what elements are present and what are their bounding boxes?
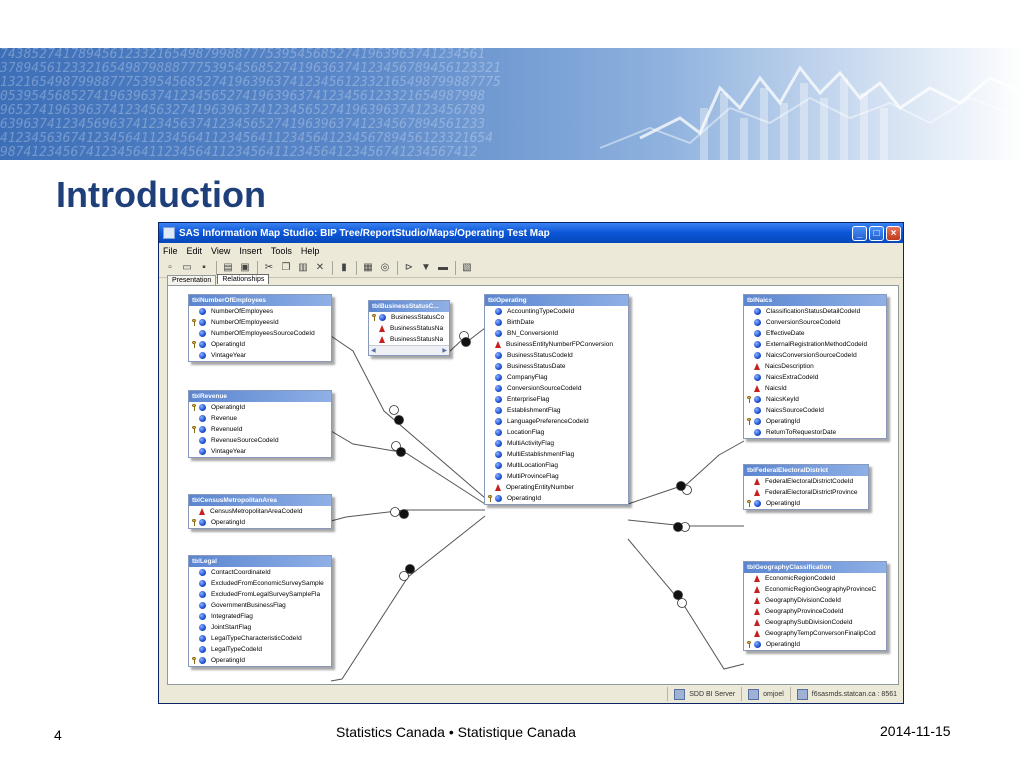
numeric-column-icon <box>199 341 206 348</box>
banner-line-graph <box>0 48 1024 160</box>
numeric-column-icon <box>199 635 206 642</box>
table-column-row[interactable] <box>744 361 886 372</box>
numeric-column-icon <box>199 624 206 631</box>
character-column-icon <box>754 630 760 637</box>
table-column-row[interactable] <box>189 600 331 611</box>
column-name: ConversionSourceCodeId <box>507 385 582 392</box>
column-name: GovernmentBusinessFlag <box>211 602 286 609</box>
table-column-row[interactable] <box>744 317 886 328</box>
column-name: GeographyDivisionCodeId <box>765 597 841 604</box>
numeric-column-icon <box>495 330 502 337</box>
table-operating[interactable] <box>484 294 629 505</box>
host-name: f6sasmds.statcan.ca : 8561 <box>811 690 897 698</box>
table-column-row[interactable] <box>485 339 628 350</box>
numeric-column-icon <box>199 591 206 598</box>
table-column-row[interactable] <box>744 487 868 498</box>
numeric-column-icon <box>754 319 761 326</box>
table-column-row[interactable] <box>485 438 628 449</box>
table-column-row[interactable] <box>744 573 886 584</box>
numeric-column-icon <box>199 569 206 576</box>
column-name: ExcludedFromEconomicSurveySample <box>211 580 324 587</box>
maximize-button[interactable]: □ <box>869 226 884 241</box>
filter-icon[interactable]: ⊳ <box>404 262 414 273</box>
server-status <box>667 687 741 701</box>
numeric-column-icon <box>754 407 761 414</box>
column-name: EnterpriseFlag <box>507 396 550 403</box>
numeric-column-icon <box>199 657 206 664</box>
table-column-row[interactable] <box>189 424 331 435</box>
column-name: RevenueSourceCodeId <box>211 437 279 444</box>
cut-icon[interactable]: ✂ <box>264 262 274 273</box>
table-column-row[interactable] <box>744 350 886 361</box>
column-name: GeographySubDivisionCodeId <box>765 619 853 626</box>
table-number-of-employees[interactable] <box>188 294 332 362</box>
column-name: OperatingEntityNumber <box>506 484 574 491</box>
page-number: 4 <box>54 727 62 743</box>
key-icon <box>192 657 197 664</box>
footer-agency: Statistics Canada • Statistique Canada <box>336 724 576 740</box>
character-column-icon <box>754 385 760 392</box>
column-name: LegalTypeCharacteristicCodeId <box>211 635 302 642</box>
menu-edit[interactable]: Edit <box>186 246 203 256</box>
host-status <box>790 687 903 701</box>
column-name: NaicsKeyId <box>766 396 799 403</box>
link-end-filled <box>406 565 415 574</box>
menu-file[interactable]: File <box>163 246 178 256</box>
link-end-filled <box>674 591 683 600</box>
column-name: NaicsConversionSourceCodeId <box>766 352 857 359</box>
server-icon <box>674 689 685 700</box>
table-column-row[interactable] <box>189 622 331 633</box>
character-column-icon <box>754 619 760 626</box>
user-status <box>741 687 790 701</box>
table-column-row[interactable] <box>485 460 628 471</box>
column-name: NaicsExtraCodeId <box>766 374 819 381</box>
numeric-column-icon <box>495 308 502 315</box>
link-employees-operating <box>331 336 485 498</box>
column-name: LocationFlag <box>507 429 545 436</box>
column-name: FederalElectoralDistrictCodeId <box>765 478 854 485</box>
toolbar-separator <box>216 261 217 275</box>
column-name: BusinessStatusNa <box>390 325 444 332</box>
table-column-row[interactable] <box>744 628 886 639</box>
link-end-filled <box>674 523 683 532</box>
folder-icon[interactable]: ▬ <box>438 262 448 273</box>
key-icon <box>747 500 752 507</box>
table-column-row[interactable] <box>485 383 628 394</box>
numeric-column-icon <box>754 352 761 359</box>
table-column-row[interactable] <box>485 493 628 504</box>
print-preview-icon[interactable]: ▣ <box>240 262 250 273</box>
window-title: SAS Information Map Studio: BIP Tree/ReportStudio/Maps/Operating Test Map <box>179 227 550 239</box>
column-name: NaicsDescription <box>765 363 814 370</box>
delete-icon[interactable]: ✕ <box>315 262 325 273</box>
column-name: NumberOfEmployees <box>211 308 274 315</box>
save-icon[interactable]: ▪ <box>202 262 206 273</box>
column-name: IntegratedFlag <box>211 613 253 620</box>
toolbar-separator <box>257 261 258 275</box>
table-header[interactable]: tblGeographyClassification <box>744 562 886 573</box>
column-name: OperatingId <box>507 495 541 502</box>
column-name: EconomicRegionCodeId <box>765 575 836 582</box>
column-name: JointStartFlag <box>211 624 252 631</box>
header-banner <box>0 48 1024 160</box>
toolbar-separator <box>356 261 357 275</box>
column-name: ExcludedFromLegalSurveySampleFla <box>211 591 321 598</box>
column-name: EconomicRegionGeographyProvinceC <box>765 586 877 593</box>
link-end-open <box>391 508 400 517</box>
column-name: NumberOfEmployeesSourceCodeId <box>211 330 315 337</box>
table-column-row[interactable] <box>485 449 628 460</box>
character-column-icon <box>199 508 205 515</box>
column-name: OperatingId <box>211 404 245 411</box>
toolbar-separator <box>455 261 456 275</box>
menu-help[interactable]: Help <box>300 246 320 256</box>
numeric-column-icon <box>495 462 502 469</box>
column-name: NaicsSourceCodeId <box>766 407 824 414</box>
table-header[interactable]: tblNumberOfEmployees <box>189 295 331 306</box>
numeric-column-icon <box>199 330 206 337</box>
column-name: MultiProvinceFlag <box>507 473 559 480</box>
link-end-filled <box>397 448 406 457</box>
column-name: CompanyFlag <box>507 374 548 381</box>
print-icon[interactable]: ▤ <box>223 262 233 273</box>
footer-date: 2014-11-15 <box>880 723 951 739</box>
minimize-button[interactable]: _ <box>852 226 867 241</box>
numeric-column-icon <box>754 341 761 348</box>
table-federal-electoral-district[interactable] <box>743 464 869 510</box>
table-column-row[interactable] <box>369 312 449 323</box>
character-column-icon <box>754 586 760 593</box>
table-column-row[interactable] <box>189 413 331 424</box>
table-column-row[interactable] <box>189 567 331 578</box>
table-column-row[interactable] <box>744 416 886 427</box>
link-end-open <box>390 406 399 415</box>
key-icon <box>372 314 377 321</box>
key-icon <box>192 341 197 348</box>
column-name: VintageYear <box>211 448 247 455</box>
numeric-column-icon <box>495 363 502 370</box>
character-column-icon <box>495 484 501 491</box>
column-name: BN_ConversionId <box>507 330 558 337</box>
numeric-column-icon <box>495 396 502 403</box>
map-icon[interactable]: ◎ <box>380 262 390 273</box>
numeric-column-icon <box>199 580 206 587</box>
table-column-row[interactable] <box>744 639 886 650</box>
column-name: BusinessStatusNa <box>390 336 444 343</box>
table-column-row[interactable] <box>744 584 886 595</box>
character-column-icon <box>379 336 385 343</box>
numeric-column-icon <box>199 448 206 455</box>
character-column-icon <box>754 597 760 604</box>
column-name: ExternalRegistrationMethodCodeId <box>766 341 868 348</box>
key-icon <box>488 495 493 502</box>
numeric-column-icon <box>495 407 502 414</box>
column-name: ContactCoordinateId <box>211 569 271 576</box>
table-header[interactable]: tblFederalElectoralDistrict <box>744 465 868 476</box>
toolbar-separator <box>332 261 333 275</box>
numeric-column-icon <box>495 418 502 425</box>
link-legal-operating <box>331 516 485 681</box>
numeric-column-icon <box>754 429 761 436</box>
character-column-icon <box>754 363 760 370</box>
table-column-row[interactable] <box>189 578 331 589</box>
table-column-row[interactable] <box>485 350 628 361</box>
numeric-column-icon <box>495 473 502 480</box>
column-name: LanguagePreferenceCodeId <box>507 418 589 425</box>
table-column-row[interactable] <box>189 306 331 317</box>
key-icon <box>747 641 752 648</box>
table-header[interactable]: tblRevenue <box>189 391 331 402</box>
table-header[interactable]: tblLegal <box>189 556 331 567</box>
numeric-column-icon <box>495 451 502 458</box>
numeric-column-icon <box>495 352 502 359</box>
column-name: CensusMetropolitanAreaCodeId <box>210 508 303 515</box>
table-column-row[interactable] <box>189 644 331 655</box>
menu-view[interactable]: View <box>211 246 231 256</box>
table-column-row[interactable] <box>744 498 868 509</box>
link-end-filled <box>400 510 409 519</box>
close-button[interactable]: × <box>886 226 901 241</box>
column-name: VintageYear <box>211 352 247 359</box>
tab-relationships[interactable]: Relationships <box>217 274 269 284</box>
numeric-column-icon <box>199 519 206 526</box>
table-column-row[interactable] <box>189 506 331 517</box>
paste-icon[interactable]: ▥ <box>298 262 308 273</box>
table-naics[interactable] <box>743 294 887 439</box>
app-icon <box>163 227 175 239</box>
table-column-row[interactable] <box>744 606 886 617</box>
character-column-icon <box>754 575 760 582</box>
table-header[interactable]: tblNaics <box>744 295 886 306</box>
table-column-row[interactable] <box>485 306 628 317</box>
table-header[interactable]: tblBusinessStatusC... <box>369 301 449 312</box>
table-column-row[interactable] <box>485 405 628 416</box>
table-column-row[interactable] <box>744 405 886 416</box>
numeric-column-icon <box>199 602 206 609</box>
scroll-left-icon[interactable]: ◀ <box>371 348 376 354</box>
table-legal[interactable] <box>188 555 332 667</box>
column-name: EffectiveDate <box>766 330 805 337</box>
table-column-row[interactable] <box>189 446 331 457</box>
key-icon <box>192 404 197 411</box>
table-column-row[interactable] <box>744 372 886 383</box>
info-icon[interactable]: ▮ <box>341 262 347 273</box>
copy-icon[interactable]: ❐ <box>281 262 291 273</box>
column-name: MultiLocationFlag <box>507 462 558 469</box>
key-icon <box>747 396 752 403</box>
numeric-column-icon <box>199 319 206 326</box>
key-icon <box>747 418 752 425</box>
column-name: GeographyProvinceCodeId <box>765 608 844 615</box>
sas-app-window <box>158 222 904 704</box>
numeric-column-icon <box>199 415 206 422</box>
table-header[interactable]: tblCensusMetropolitanArea <box>189 495 331 506</box>
slide-title: Introduction <box>56 174 266 215</box>
numeric-column-icon <box>754 396 761 403</box>
column-name: OperatingId <box>766 500 800 507</box>
column-name: RevenueId <box>211 426 243 433</box>
character-column-icon <box>379 325 385 332</box>
numeric-column-icon <box>754 308 761 315</box>
tab-presentation[interactable]: Presentation <box>167 275 216 285</box>
column-name: BusinessEntityNumberFPConversion <box>506 341 613 348</box>
relationships-canvas[interactable] <box>167 285 899 685</box>
menu-insert[interactable]: Insert <box>239 246 262 256</box>
column-name: GeographyTempConversonFinalipCod <box>765 630 876 637</box>
numeric-column-icon <box>495 319 502 326</box>
column-name: BusinessStatusCodeId <box>507 352 573 359</box>
column-name: ConversionSourceCodeId <box>766 319 841 326</box>
numeric-column-icon <box>199 404 206 411</box>
table-column-row[interactable] <box>485 361 628 372</box>
table-business-status[interactable] <box>368 300 450 356</box>
numeric-column-icon <box>495 495 502 502</box>
table-column-row[interactable] <box>369 323 449 334</box>
key-icon <box>192 319 197 326</box>
column-name: NaicsId <box>765 385 787 392</box>
column-name: OperatingId <box>211 341 245 348</box>
link-end-filled <box>395 416 404 425</box>
numeric-column-icon <box>754 374 761 381</box>
menu-tools[interactable]: Tools <box>270 246 292 256</box>
numeric-column-icon <box>199 646 206 653</box>
key-icon <box>192 426 197 433</box>
column-name: BirthDate <box>507 319 535 326</box>
numeric-column-icon <box>495 440 502 447</box>
banner-digit-texture: 74385274178945612332165498799887775395456852741963963741234561 3789456123321654987988877753954568527419636374123456789456123321 1321654987998877753954568527419639637412345612332165498799887775 05395456852741963963741234565274196396374123456123321654987998 96527419639637412345632741963963741234565274196396374123456789 63963741234569637412345637412345652741963963741234567894561233 412345636741234564112345641123456411234564123456789456123321654 9874123456741234564112345641123456411234564123456741234567412 <box>0 48 501 160</box>
table-column-row[interactable] <box>485 427 628 438</box>
scroll-right-icon[interactable]: ▶ <box>442 348 447 354</box>
table-column-row[interactable] <box>189 435 331 446</box>
window-titlebar[interactable] <box>159 223 903 243</box>
numeric-column-icon <box>754 500 761 507</box>
toolbar <box>159 259 903 278</box>
column-name: FederalElectoralDistrictProvince <box>765 489 858 496</box>
character-column-icon <box>754 478 760 485</box>
column-name: NumberOfEmployeesId <box>211 319 279 326</box>
table-revenue[interactable] <box>188 390 332 458</box>
horizontal-scrollbar[interactable] <box>369 345 449 355</box>
numeric-column-icon <box>199 352 206 359</box>
table-column-row[interactable] <box>744 339 886 350</box>
toolbar-separator <box>397 261 398 275</box>
numeric-column-icon <box>495 429 502 436</box>
table-column-row[interactable] <box>189 589 331 600</box>
numeric-column-icon <box>754 418 761 425</box>
column-name: AccountingTypeCodeId <box>507 308 575 315</box>
table-column-row[interactable] <box>485 328 628 339</box>
table-geography-classification[interactable] <box>743 561 887 651</box>
table-column-row[interactable] <box>189 655 331 666</box>
character-column-icon <box>754 608 760 615</box>
properties-icon[interactable]: ▦ <box>363 262 373 273</box>
numeric-column-icon <box>199 437 206 444</box>
table-column-row[interactable] <box>744 427 886 438</box>
column-name: EstablishmentFlag <box>507 407 561 414</box>
numeric-column-icon <box>379 314 386 321</box>
table-column-row[interactable] <box>189 339 331 350</box>
table-column-row[interactable] <box>485 416 628 427</box>
column-name: BusinessStatusDate <box>507 363 566 370</box>
table-column-row[interactable] <box>189 611 331 622</box>
link-revenue-operating <box>331 431 485 504</box>
user-icon <box>748 689 759 700</box>
menu-bar <box>159 243 903 259</box>
table-column-row[interactable] <box>744 476 868 487</box>
table-column-row[interactable] <box>189 517 331 528</box>
table-column-row[interactable] <box>485 482 628 493</box>
host-icon <box>797 689 808 700</box>
table-column-row[interactable] <box>485 394 628 405</box>
table-column-row[interactable] <box>744 306 886 317</box>
link-end-filled <box>462 338 471 347</box>
status-bar <box>159 685 903 703</box>
link-end-open <box>678 599 687 608</box>
numeric-column-icon <box>495 374 502 381</box>
column-name: BusinessStatusCo <box>391 314 445 321</box>
table-column-row[interactable] <box>189 633 331 644</box>
numeric-column-icon <box>754 330 761 337</box>
column-name: LegalTypeCodeId <box>211 646 262 653</box>
table-column-row[interactable] <box>369 334 449 345</box>
column-name: OperatingId <box>766 641 800 648</box>
table-column-row[interactable] <box>744 595 886 606</box>
table-column-row[interactable] <box>189 402 331 413</box>
character-column-icon <box>495 341 501 348</box>
column-name: ClassificationStatusDetailCodeId <box>766 308 861 315</box>
column-name: MultiActivityFlag <box>507 440 554 447</box>
table-census-metropolitan-area[interactable] <box>188 494 332 529</box>
table-column-row[interactable] <box>189 350 331 361</box>
column-name: ReturnToRequestorDate <box>766 429 837 436</box>
user-name: omjoel <box>763 690 784 698</box>
table-column-row[interactable] <box>744 383 886 394</box>
column-name: MultiEstablishmentFlag <box>507 451 575 458</box>
numeric-column-icon <box>495 385 502 392</box>
column-name: OperatingId <box>766 418 800 425</box>
key-icon <box>192 519 197 526</box>
table-column-row[interactable] <box>485 471 628 482</box>
tab-strip <box>167 275 270 285</box>
table-column-row[interactable] <box>485 372 628 383</box>
table-column-row[interactable] <box>485 317 628 328</box>
numeric-column-icon <box>199 426 206 433</box>
column-name: OperatingId <box>211 657 245 664</box>
numeric-column-icon <box>199 308 206 315</box>
server-name: SDD BI Server <box>689 690 736 698</box>
new-icon[interactable]: ▫ <box>168 262 172 273</box>
table-column-row[interactable] <box>744 328 886 339</box>
character-column-icon <box>754 489 760 496</box>
link-end-filled <box>677 482 686 491</box>
table-header[interactable]: tblOperating <box>485 295 628 306</box>
table-column-row[interactable] <box>189 317 331 328</box>
table-column-row[interactable] <box>744 394 886 405</box>
column-name: OperatingId <box>211 519 245 526</box>
table-column-row[interactable] <box>744 617 886 628</box>
open-icon[interactable]: ▭ <box>182 262 192 273</box>
test-icon[interactable]: ▧ <box>462 262 472 273</box>
column-name: Revenue <box>211 415 238 422</box>
table-column-row[interactable] <box>189 328 331 339</box>
funnel-icon[interactable]: ▼ <box>421 262 431 273</box>
numeric-column-icon <box>754 641 761 648</box>
numeric-column-icon <box>199 613 206 620</box>
